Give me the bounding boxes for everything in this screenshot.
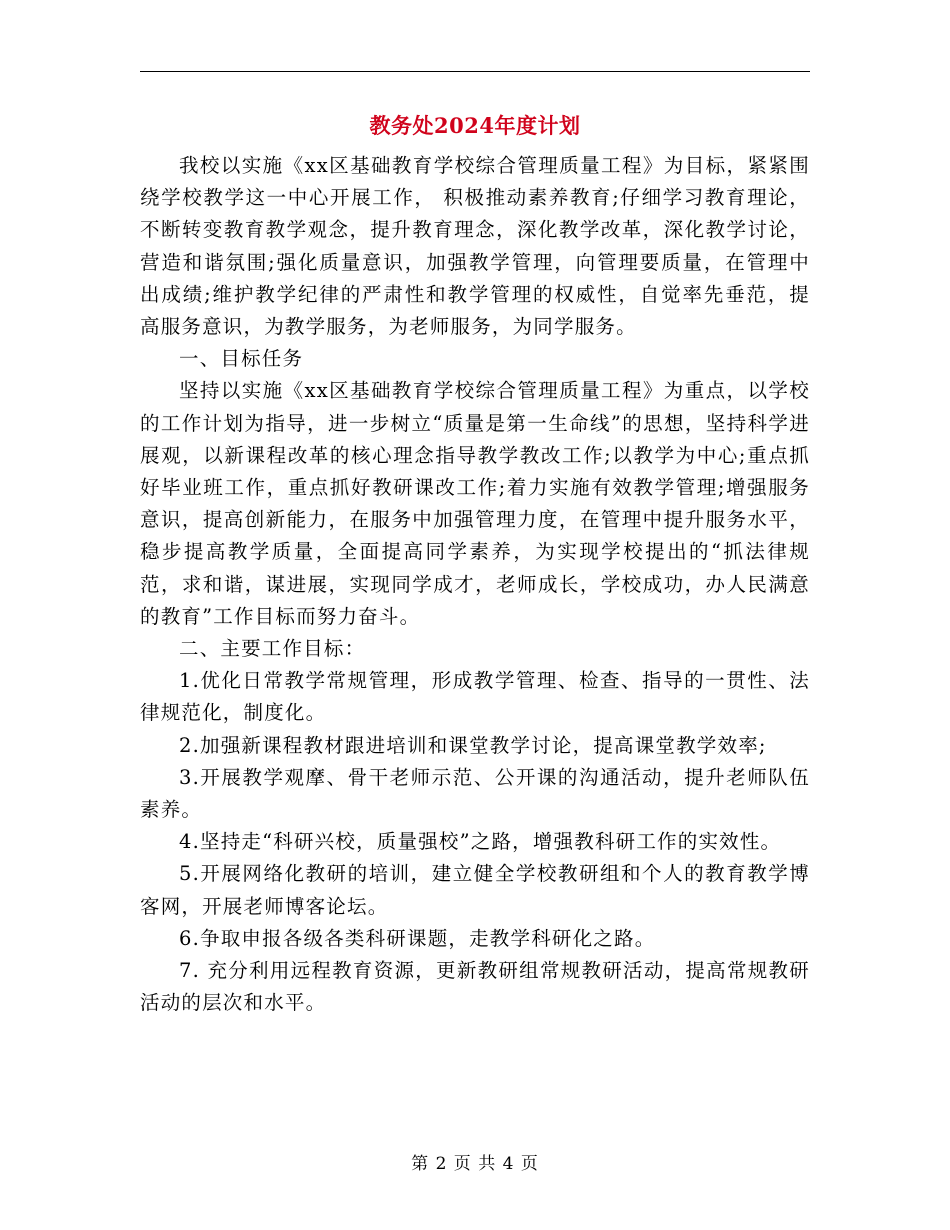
page-footer	[140, 1152, 810, 1176]
goals-paragraph: 坚持以实施《xx区基础教育学校综合管理质量工程》为重点，以学校的工作计划为指导，进一步树立“质量是第一生命线”的思想，坚持科学进展观，以新课程改革的核心理念指导教学教改工作;以教学为中心;重点抓好毕业班工作，重点抓好教研课改工作;着力实施有效教学管理;增强服务意识，提高创新能力，在服务中加强管理力度，在管理中提升服务水平，稳步提高教学质量，全面提高同学素养，为实现学校提出的“抓法律规范，求和谐，谋进展，实现同学成才，老师成长，学校成功，办人民满意的教育”工作目标而努力奋斗。	[140, 379, 810, 628]
list-item: 3.开展教学观摩、骨干老师示范、公开课的沟通活动，提升老师队伍素养。	[140, 765, 810, 822]
document-title: 教务处2024年度计划	[369, 113, 581, 138]
section-heading-goals: 一、目标任务	[179, 347, 304, 371]
document-body	[140, 150, 810, 1019]
intro-paragraph: 我校以实施《xx区基础教育学校综合管理质量工程》为目标，紧紧围绕学校教学这一中心开展工作， 积极推动素养教育;仔细学习教育理论，不断转变教育教学观念，提升教育理念，深化教学改革，深化教学讨论，营造和谐氛围;强化质量意识，加强教学管理，向管理要质量，在管理中出成绩;维护教学纪律的严肃性和教学管理的权威性，自觉率先垂范，提高服务意识，为教学服务，为老师服务，为同学服务。	[140, 154, 810, 339]
list-item: 5.开展网络化教研的培训，建立健全学校教研组和个人的教育教学博客网，开展老师博客论坛。	[140, 862, 810, 918]
page-number-label: 第 2 页 共 4 页	[411, 1154, 539, 1174]
header-rule	[140, 71, 810, 72]
section-heading-main-targets: 二、主要工作目标：	[179, 637, 366, 661]
list-item: 4.坚持走“科研兴校，质量强校”之路，增强教科研工作的实效性。	[179, 830, 782, 854]
list-item: 6.争取申报各级各类科研课题，走教学科研化之路。	[179, 926, 656, 950]
list-item: 1.优化日常教学常规管理，形成教学管理、检查、指导的一贯性、法律规范化，制度化。	[140, 669, 810, 725]
list-item: 7. 充分利用远程教育资源，更新教研组常规教研活动，提高常规教研活动的层次和水平。	[140, 959, 810, 1015]
list-item: 2.加强新课程教材跟进培训和课堂教学讨论，提高课堂教学效率;	[179, 733, 767, 757]
